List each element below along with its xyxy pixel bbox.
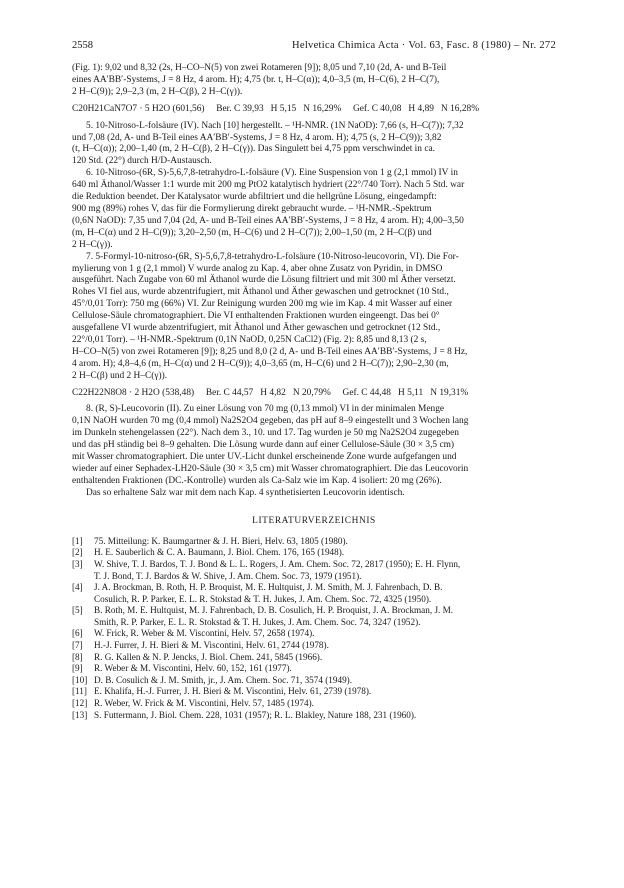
reference-number: [2]	[72, 547, 83, 558]
reference-item	[72, 698, 556, 710]
text-line: und das pH ständig bei 8–9 gehalten. Die Lösung wurde dann auf einer Cellulose-Säule (30 × 3,5 cm)	[72, 440, 455, 451]
text-line: 4 arom. H); 4,8–4,6 (m, H–C(α) und 2 H–C(9)); 4,0–3,65 (m, H–C(6) und 2 H–C(7)); 2,90–2,30 (m,	[72, 358, 449, 369]
reference-text	[94, 605, 556, 628]
reference-line: H. E. Sauberlich & C. A. Baumann, J. Biol. Chem. 176, 165 (1948).	[94, 547, 345, 558]
text-line: Cellulose-Säule chromatographiert. Die VI enthaltenden Fraktionen wurden eingeengt. Das bei 0°	[72, 311, 440, 322]
page-number: 2558	[72, 40, 93, 51]
text-line: eines AA′BB′-Systems, J = 8 Hz, 4 arom. H); 4,75 (br. t, H–C(α)); 4,0–3,5 (m, H–C(6), 2 H–C(7),	[72, 74, 440, 85]
reference-number: [6]	[72, 628, 83, 639]
reference-item	[72, 640, 556, 652]
text-line: (m, H–C(α) und 2 H–C(9)); 3,20–2,50 (m, H–C(6) und 2 H–C(7)); 2,00–1,50 (m, 2 H–C(β) und	[72, 227, 432, 238]
reference-line: 75. Mitteilung: K. Baumgartner & J. H. Bieri, Helv. 63, 1805 (1980).	[94, 535, 348, 546]
reference-number: [9]	[72, 663, 83, 674]
text-line: und 7,08 (2d, A- und B-Teil eines AA′BB′-Systems, J = 8 Hz, 4 arom. H); 4,75 (s, 2 H–C(9)); 3,82	[72, 132, 442, 143]
reference-item	[72, 536, 556, 548]
text-line: enthaltenden Fraktionen (DC.-Kontrolle) wurden als Ca-Salz wie im Kap. 4 isoliert: 20 mg (26%).	[72, 475, 442, 486]
reference-item	[72, 686, 556, 698]
reference-number: [1]	[72, 535, 83, 546]
text-line: H–CO–N(5) von zwei Rotameren [9]); 8,25 und 8,0 (2 d, A- und B-Teil eines AA′BB′-Systems, J = 8 Hz,	[72, 346, 468, 357]
paragraph-closing: Das so erhaltene Salz war mit dem nach Kap. 4 synthetisierten Leucovorin identisch.	[86, 487, 405, 498]
text-line: 2 H–C(β) und 2 H–C(γ)).	[72, 370, 168, 381]
reference-item	[72, 652, 556, 664]
paragraph-section-6	[72, 168, 556, 251]
text-line: 6. 10-Nitroso-(6R, S)-5,6,7,8-tetrahydro-L-folsäure (V). Eine Suspension von 1 g (2,1 mmol) IV in	[86, 168, 458, 179]
reference-item	[72, 582, 556, 605]
reference-line: R. G. Kallen & N. P. Jencks, J. Biol. Chem. 241, 5845 (1966).	[94, 651, 323, 662]
text-line: 5. 10-Nitroso-L-folsäure (IV). Nach [10] hergestellt. – ¹H-NMR. (1N NaOD): 7,66 (s, H–C(7)); 7,32	[86, 120, 464, 131]
reference-text	[94, 628, 556, 640]
reference-line: Smith, R. P. Parker, E. L. R. Stokstad & T. H. Jukes, J. Am. Chem. Soc. 74, 3247 (1952).	[94, 616, 421, 627]
text-line: die Reduktion beendet. Der Katalysator wurde abfiltriert und die hellgrüne Lösung, eingedampft:	[72, 192, 437, 203]
reference-text	[94, 675, 556, 687]
reference-number: [5]	[72, 605, 83, 616]
experimental-text	[72, 63, 556, 500]
running-header	[72, 40, 556, 51]
reference-item	[72, 605, 556, 628]
reference-line: S. Futtermann, J. Biol. Chem. 228, 1031 (1957); R. L. Blakley, Nature 188, 231 (1960).	[94, 709, 417, 720]
reference-item	[72, 628, 556, 640]
text-line: mylierung von 1 g (2,1 mmol) V wurde analog zu Kap. 4, aber ohne Zusatz von Pyridin, in DMSO	[72, 263, 443, 274]
text-line: 900 mg (89%) rohes V, das für die Formylierung direkt gebraucht wurde. – ¹H-NMR.-Spektrum	[72, 203, 432, 214]
reference-item	[72, 710, 556, 722]
reference-number: [11]	[72, 686, 87, 697]
reference-line: R. Weber, W. Frick & M. Viscontini, Helv. 57, 1485 (1974).	[94, 698, 314, 709]
references-heading: LITERATURVERZEICHNIS	[252, 515, 376, 526]
reference-text	[94, 686, 556, 698]
reference-item	[72, 663, 556, 675]
text-line: im Dunkeln stehengelassen (22°). Nach dem 3., 10. und 17. Tag wurden je 50 mg Na2S2O4 zugegeben	[72, 428, 459, 439]
reference-text	[94, 536, 556, 548]
reference-text	[94, 640, 556, 652]
reference-item	[72, 547, 556, 559]
text-line: (t, H–C(α)); 2,00–1,40 (m, 2 H–C(β), 2 H–C(γ)). Das Singulett bei 4,75 ppm verschwindet in ca.	[72, 144, 435, 155]
reference-line: H.-J. Furrer, J. H. Bieri & M. Viscontini, Helv. 61, 2744 (1978).	[94, 640, 329, 651]
reference-item	[72, 675, 556, 687]
reference-line: B. Roth, M. E. Hultquist, M. J. Fahrenbach, D. B. Cosulich, H. P. Broquist, J. A. Brockman, J. M.	[94, 605, 454, 616]
reference-line: E. Khalifa, H.-J. Furrer, J. H. Bieri & M. Viscontini, Helv. 61, 2739 (1978).	[94, 686, 372, 697]
text-line: Rohes VI fiel aus, wurde abzentrifugiert, mit Äthanol und Äther gewaschen und getrocknet (10 Std.,	[72, 287, 449, 298]
reference-number: [13]	[72, 709, 88, 720]
text-line: 120 Std. (22°) durch H/D-Austausch.	[72, 156, 212, 167]
reference-text	[94, 652, 556, 664]
journal-page	[72, 40, 556, 721]
text-line: wieder auf einer Sephadex-LH20-Säule (30 × 3,5 cm) mit Wasser chromatographiert. Die das Leucovorin	[72, 464, 469, 474]
journal-citation: Helvetica Chimica Acta · Vol. 63, Fasc. 8 (1980) – Nr. 272	[291, 40, 556, 51]
reference-line: T. J. Bond, T. J. Bardos & W. Shive, J. Am. Chem. Soc. 73, 1979 (1951).	[94, 570, 362, 581]
text-line: 8. (R, S)-Leucovorin (II). Zu einer Lösung von 70 mg (0,13 mmol) VI in der minimalen Menge	[86, 404, 445, 415]
reference-number: [12]	[72, 698, 88, 709]
reference-line: Cosulich, R. P. Parker, E. L. R. Stokstad & T. H. Jukes, J. Am. Chem. Soc. 72, 4325 (1950).	[94, 593, 432, 604]
reference-line: J. A. Brockman, B. Roth, H. P. Broquist, M. E. Hultquist, J. M. Smith, M. J. Fahrenbach, D. B.	[94, 582, 443, 593]
reference-line: R. Weber & M. Viscontini, Helv. 60, 152, 161 (1977).	[94, 663, 292, 674]
reference-text	[94, 547, 556, 559]
paragraph-nmr-continuation	[72, 63, 556, 99]
text-line: 45°/0,01 Torr): 750 mg (66%) VI. Zur Reinigung wurden 200 mg wie im Kap. 4 mit Wasser auf einer	[72, 299, 453, 310]
text-line: 7. 5-Formyl-10-nitroso-(6R, S)-5,6,7,8-tetrahydro-L-folsäure (10-Nitroso-leucovorin, VI). Die For-	[86, 251, 459, 262]
reference-text	[94, 559, 556, 582]
text-line: 2 H–C(9)); 2,9–2,3 (m, 2 H–C(β), 2 H–C(γ)).	[72, 86, 243, 97]
reference-number: [8]	[72, 651, 83, 662]
text-line: mit Wasser chromatographiert. Die unter UV.-Licht dunkel erscheinende Zone wurde aufgefangen und	[72, 452, 457, 463]
reference-line: D. B. Cosulich & J. M. Smith, jr., J. Am. Chem. Soc. 71, 3574 (1949).	[94, 674, 353, 685]
text-line: 2 H–C(γ)).	[72, 239, 113, 250]
reference-number: [10]	[72, 674, 88, 685]
reference-line: W. Shive, T. J. Bardos, T. J. Bond & L. L. Rogers, J. Am. Chem. Soc. 72, 2817 (1950); E. H. Flynn,	[94, 558, 461, 569]
text-line: 640 ml Äthanol/Wasser 1:1 wurde mit 200 mg PtO2 katalytisch hydriert (22°/740 Torr). Nach 5 Std. war	[72, 180, 465, 191]
reference-text	[94, 698, 556, 710]
paragraph-section-8	[72, 404, 556, 487]
text-line: 22°/0,01 Torr). – ¹H-NMR.-Spektrum (0,1N NaOD, 0,25N CaCl2) (Fig. 2): 8,85 und 8,13 (2 s,	[72, 334, 427, 345]
text-line: ausgefallene VI wurde abzentrifugiert, mit Äthanol und Äther gewaschen und getrocknet (12 Std.,	[72, 323, 441, 334]
reference-text	[94, 710, 556, 722]
text-line: (Fig. 1): 9,02 und 8,32 (2s, H–CO–N(5) von zwei Rotameren [9]); 8,05 und 7,10 (2d, A- und B-Teil	[72, 63, 447, 73]
reference-number: [3]	[72, 558, 83, 569]
text-line: ausgeführt. Nach Zugabe von 60 ml Äthanol wurde die Lösung filtriert und mit 300 ml Äther versetzt.	[72, 275, 456, 286]
reference-number: [7]	[72, 640, 83, 651]
text-line: 0,1N NaOH wurden 70 mg (0,4 mmol) Na2S2O4 gegeben, das pH auf 8–9 eingestellt und 3 Wochen lang	[72, 416, 469, 427]
reference-number: [4]	[72, 582, 83, 593]
text-line: (0,6N NaOD): 7,35 und 7,04 (2d, A- und B-Teil eines AA′BB′-Systems, J = 8 Hz, 4 arom. H); 4,00–3,50	[72, 215, 464, 226]
elemental-analysis-2: C22H22N8O8 · 2 H2O (538,48) Ber. C 44,57 H 4,82 N 20,79% Gef. C 44,48 H 5,11 N 19,31%	[72, 387, 469, 398]
paragraph-section-7	[72, 252, 556, 383]
elemental-analysis-1: C20H21CaN7O7 · 5 H2O (601,56) Ber. C 39,93 H 5,15 N 16,29% Gef. C 40,08 H 4,89 N 16,28%	[72, 103, 480, 114]
reference-text	[94, 663, 556, 675]
references-list	[72, 536, 556, 722]
reference-item	[72, 559, 556, 582]
paragraph-section-5	[72, 121, 556, 169]
reference-text	[94, 582, 556, 605]
reference-line: W. Frick, R. Weber & M. Viscontini, Helv. 57, 2658 (1974).	[94, 628, 315, 639]
